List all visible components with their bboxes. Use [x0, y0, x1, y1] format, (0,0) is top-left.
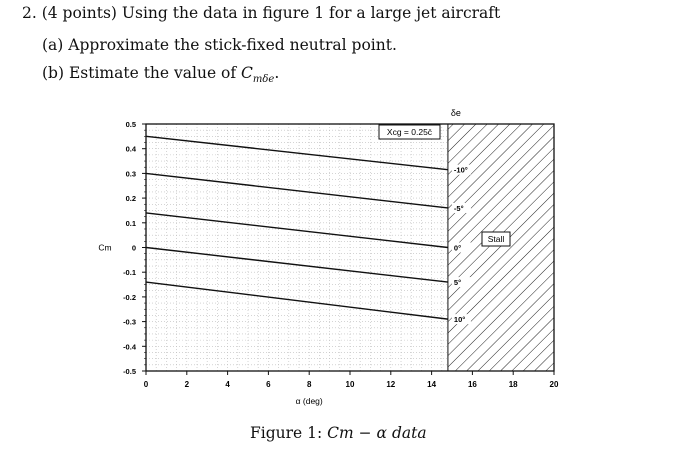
- x-tick-label: 16: [467, 380, 477, 389]
- question-number: 2. (4 points): [22, 4, 117, 22]
- x-tick-label: 2: [184, 380, 190, 389]
- series-line: [146, 136, 448, 169]
- x-tick-label: 0: [143, 380, 149, 389]
- caption-label: Figure 1:: [250, 424, 323, 442]
- series-label: -10°: [453, 165, 468, 175]
- series-label: 5°: [453, 278, 462, 288]
- part-b-symbol: C: [241, 64, 253, 82]
- y-tick-label: 0.3: [125, 169, 136, 179]
- series-lines: [146, 136, 471, 324]
- x-tick-label: 18: [508, 380, 518, 389]
- series-line: [146, 282, 448, 319]
- x-axis-label: α (deg): [295, 396, 323, 406]
- series-label: 10°: [453, 315, 466, 325]
- question-stem: Using the data in figure 1 for a large jet aircraft: [121, 4, 501, 22]
- part-b-end: .: [274, 64, 280, 82]
- xcg-label: Xcg = 0.25c̄: [386, 127, 433, 137]
- part-b-subscript: mδe: [252, 74, 275, 86]
- series-line: [146, 248, 448, 283]
- series-label: -5°: [453, 203, 464, 213]
- x-tick-label: 12: [386, 380, 396, 389]
- x-tick-label: 20: [549, 380, 559, 389]
- y-tick-label: 0.5: [125, 120, 136, 129]
- part-b-label: (b): [42, 64, 65, 82]
- delta-e-title: δe: [450, 108, 461, 118]
- figure-caption: [250, 424, 427, 442]
- y-tick-label: 0.2: [125, 194, 136, 204]
- y-tick-label: -0.4: [123, 342, 136, 352]
- x-tick-label: 4: [225, 380, 230, 389]
- caption-math: Cm − α data: [327, 424, 427, 442]
- y-tick-label: -0.5: [123, 367, 136, 376]
- series-line: [146, 213, 448, 248]
- series-label: 0°: [453, 243, 462, 253]
- y-tick-label: 0.1: [125, 218, 136, 228]
- x-tick-label: 6: [266, 380, 271, 389]
- y-tick-label: -0.1: [123, 268, 136, 278]
- y-axis-label: Cm: [98, 242, 112, 253]
- x-tick-label: 8: [306, 380, 312, 389]
- part-a-label: (a): [42, 36, 64, 54]
- series-line: [146, 173, 448, 208]
- y-tick-label: 0.4: [125, 144, 136, 154]
- part-b-text: Estimate the value of: [68, 64, 237, 82]
- stall-label: Stall: [487, 234, 505, 244]
- grid: [146, 124, 448, 371]
- y-tick-label: 0: [131, 243, 136, 253]
- part-a-text: Approximate the stick-fixed neutral point.: [68, 36, 397, 54]
- y-tick-label: -0.3: [123, 317, 136, 327]
- x-tick-label: 10: [345, 380, 355, 389]
- y-tick-label: -0.2: [123, 292, 136, 302]
- x-tick-label: 14: [427, 380, 437, 389]
